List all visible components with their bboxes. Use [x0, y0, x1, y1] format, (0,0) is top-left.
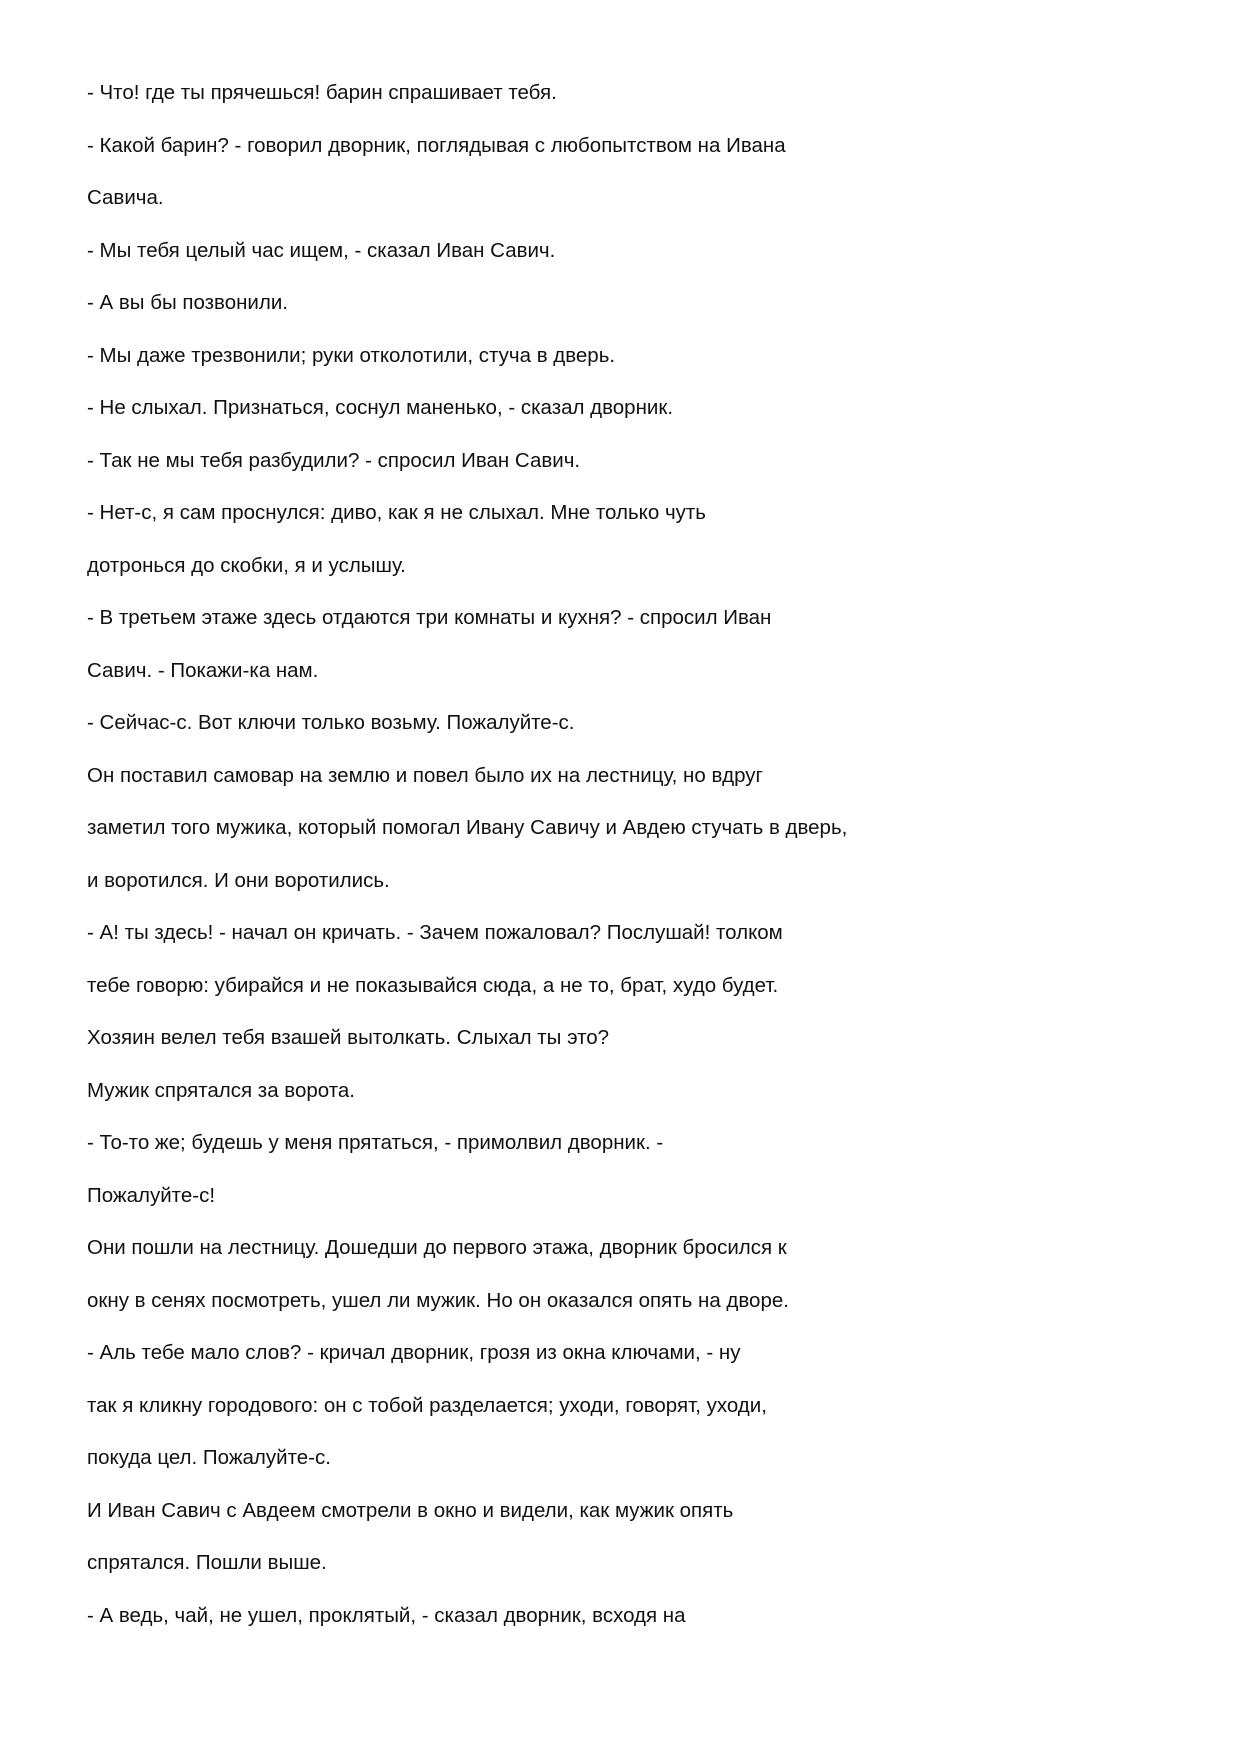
- text-line: Они пошли на лестницу. Дошедши до первого этажа, дворник бросился к: [87, 1236, 787, 1259]
- text-line: - А! ты здесь! - начал он кричать. - Зачем пожаловал? Послушай! толком: [87, 921, 783, 944]
- text-line: и воротился. И они воротились.: [87, 868, 390, 892]
- text-line: - А ведь, чай, не ушел, проклятый, - сказал дворник, всходя на: [87, 1603, 686, 1627]
- text-line: Савича.: [87, 186, 164, 209]
- text-line: - Аль тебе мало слов? - кричал дворник, грозя из окна ключами, - ну: [87, 1341, 741, 1364]
- text-line: - Нет-с, я сам проснулся: диво, как я не слыхал. Мне только чуть: [87, 501, 706, 524]
- text-line: - Не слыхал. Признаться, соснул маненько, - сказал дворник.: [87, 396, 674, 419]
- text-line: - А вы бы позвонили.: [87, 291, 288, 314]
- text-line: так я кликну городового: он с тобой разделается; уходи, говорят, уходи,: [87, 1393, 767, 1417]
- text-body: [87, 81, 1167, 1656]
- text-line: окну в сенях посмотреть, ушел ли мужик. Но он оказался опять на дворе.: [87, 1288, 789, 1312]
- text-line: дотронься до скобки, я и услышу.: [87, 553, 406, 577]
- text-line: - Что! где ты прячешься! барин спрашивает тебя.: [87, 81, 557, 104]
- text-line: Пожалуйте-с!: [87, 1183, 216, 1207]
- text-line: Мужик спрятался за ворота.: [87, 1078, 355, 1102]
- text-line: заметил того мужика, который помогал Ивану Савичу и Авдею стучать в дверь,: [87, 816, 848, 839]
- text-line: спрятался. Пошли выше.: [87, 1551, 327, 1574]
- text-line: тебе говорю: убирайся и не показывайся сюда, а не то, брат, худо будет.: [87, 973, 779, 997]
- text-line: - Мы тебя целый час ищем, - сказал Иван Савич.: [87, 238, 556, 262]
- text-line: Савич. - Покажи-ка нам.: [87, 658, 319, 682]
- text-line: - Какой барин? - говорил дворник, поглядывая с любопытством на Ивана: [87, 133, 786, 157]
- text-line: Он поставил самовар на землю и повел было их на лестницу, но вдруг: [87, 763, 763, 787]
- text-line: покуда цел. Пожалуйте-с.: [87, 1446, 331, 1469]
- text-line: - Сейчас-с. Вот ключи только возьму. Пожалуйте-с.: [87, 711, 575, 734]
- text-line: - Мы даже трезвонили; руки отколотили, стуча в дверь.: [87, 343, 616, 367]
- text-line: - То-то же; будешь у меня прятаться, - примолвил дворник. -: [87, 1131, 664, 1154]
- text-line: И Иван Савич с Авдеем смотрели в окно и видели, как мужик опять: [87, 1498, 734, 1522]
- text-line: Хозяин велел тебя взашей вытолкать. Слыхал ты это?: [87, 1026, 610, 1049]
- text-line: - В третьем этаже здесь отдаются три комнаты и кухня? - спросил Иван: [87, 606, 772, 629]
- text-line: - Так не мы тебя разбудили? - спросил Иван Савич.: [87, 448, 581, 472]
